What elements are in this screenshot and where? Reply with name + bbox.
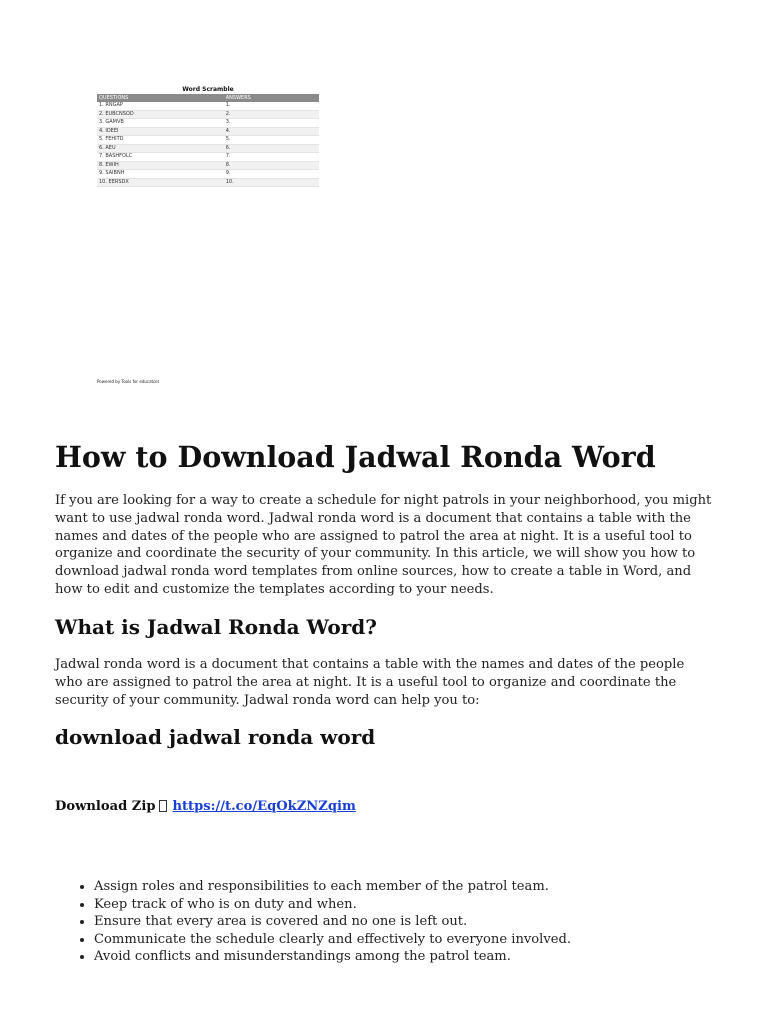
worksheet-question-cell: 9. SAIBNH — [97, 170, 224, 179]
intro-paragraph: If you are looking for a way to create a schedule for night patrols in your neighborhood, you might want to use jadwal ronda word. Jadwal ronda word is a document that contains a table with the names and dates of the people who are assigned to patrol the area at night. It is a useful tool to organize and coordinate the security of your community. In this article, we will show you how to download jadwal ronda word templates from online sources, how to create a table in Word, and how to edit and customize the templates according to your needs. — [55, 493, 712, 597]
worksheet-question-cell: 2. EUBCNSOD — [97, 110, 224, 119]
worksheet-answer-cell: 9. — [224, 170, 319, 179]
worksheet-answer-cell: 4. — [224, 127, 319, 136]
worksheet-question-cell: 7. BASHFOLC — [97, 153, 224, 162]
worksheet-header-questions: QUESTIONS — [97, 94, 224, 102]
list-item: • Ensure that every area is covered and no one is left out. — [94, 913, 571, 931]
section-heading-download: download jadwal ronda word — [55, 725, 376, 749]
word-scramble-image — [97, 86, 319, 187]
worksheet-row — [97, 119, 319, 128]
worksheet-row — [97, 127, 319, 136]
worksheet-answer-cell: 5. — [224, 136, 319, 145]
worksheet-answer-cell: 8. — [224, 161, 319, 170]
worksheet-row — [97, 144, 319, 153]
worksheet-rows — [97, 102, 319, 187]
worksheet-question-cell: 6. AEU — [97, 144, 224, 153]
worksheet-question-cell: 4. IDEEI — [97, 127, 224, 136]
worksheet-answer-cell: 7. — [224, 153, 319, 162]
worksheet-answer-cell: 10. — [224, 178, 319, 187]
worksheet-question-cell: 8. EWIH — [97, 161, 224, 170]
worksheet-answer-cell: 3. — [224, 119, 319, 128]
worksheet-title: Word Scramble — [182, 86, 234, 93]
page-title: How to Download Jadwal Ronda Word — [55, 440, 656, 474]
worksheet-answer-cell: 6. — [224, 144, 319, 153]
worksheet-table — [97, 94, 319, 187]
list-item: • Assign roles and responsibilities to each member of the patrol team. — [94, 878, 571, 896]
download-line — [55, 798, 356, 816]
worksheet-answer-cell: 2. — [224, 110, 319, 119]
worksheet-row — [97, 102, 319, 110]
worksheet-answer-cell: 1. — [224, 102, 319, 110]
worksheet-header-answers: ANSWERS — [224, 94, 319, 102]
worksheet-row — [97, 153, 319, 162]
worksheet-row — [97, 136, 319, 145]
what-is-paragraph: Jadwal ronda word is a document that contains a table with the names and dates of the people who are assigned to patrol the area at night. It is a useful tool to organize and coordinate the security of your community. Jadwal ronda word can help you to: — [55, 657, 685, 708]
download-link[interactable]: https://t.co/EqOkZNZqim — [172, 799, 356, 814]
worksheet-row — [97, 170, 319, 179]
benefits-list — [55, 878, 571, 966]
list-item: • Avoid conflicts and misunderstandings among the patrol team. — [94, 948, 571, 966]
download-label: Download Zip — [55, 799, 156, 814]
worksheet-question-cell: 1. RNGAP — [97, 102, 224, 110]
list-item: • Keep track of who is on duty and when. — [94, 896, 571, 914]
worksheet-row — [97, 178, 319, 187]
worksheet-question-cell: 3. GAMVB — [97, 119, 224, 128]
list-item: • Communicate the schedule clearly and effectively to everyone involved. — [94, 931, 571, 949]
worksheet-row — [97, 161, 319, 170]
missing-glyph-icon — [159, 800, 167, 812]
worksheet-row — [97, 110, 319, 119]
section-heading-what-is: What is Jadwal Ronda Word? — [55, 615, 377, 639]
worksheet-caption: Powered by Tools for educators — [97, 379, 160, 384]
worksheet-question-cell: 5. FEHITD — [97, 136, 224, 145]
worksheet-question-cell: 10. EERSDX — [97, 178, 224, 187]
